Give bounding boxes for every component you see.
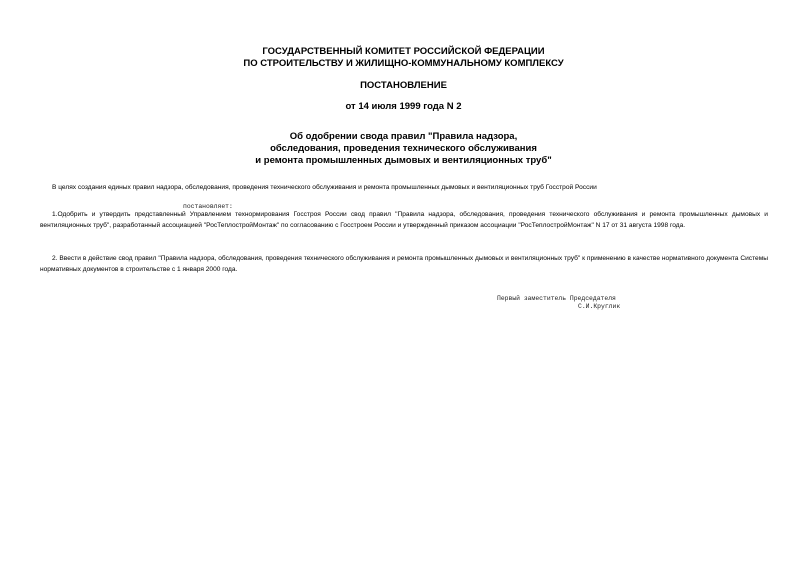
- document-title: [0, 131, 807, 167]
- document-type: ПОСТАНОВЛЕНИЕ: [360, 80, 447, 91]
- title-line-2: обследования, проведения технического обслуживания: [270, 143, 537, 154]
- resolves-label: постановляет:: [183, 203, 233, 210]
- intro-paragraph: В целях создания единых правил надзора, обследования, проведения технического обслуживания и ремонта промышленных дымовых и вентиляционных труб Госстрой России: [52, 184, 597, 191]
- resolution-item-2: 2. Ввести в действие свод правил "Правила надзора, обследования, проведения технического обслуживания и ремонта промышленных дымовых и вентиляционных труб" к применению в качестве нормативного документа Системы нормативных документов в строительстве с 1 января 2000 года.: [40, 255, 768, 273]
- signatory-position: Первый заместитель Председателя: [497, 295, 616, 302]
- issuing-organization: [0, 46, 807, 70]
- signatory-name: С.И.Круглик: [578, 303, 621, 310]
- title-line-1: Об одобрении свода правил "Правила надзора,: [289, 131, 518, 142]
- title-line-3: и ремонта промышленных дымовых и вентиляционных труб": [255, 155, 552, 166]
- organization-line-2: ПО СТРОИТЕЛЬСТВУ И ЖИЛИЩНО-КОММУНАЛЬНОМУ КОМПЛЕКСУ: [243, 58, 564, 69]
- resolution-item-1: 1.Одобрить и утвердить представленный Управлением технормирования Госстроя России свод правил "Правила надзора, обследования, проведения технического обслуживания и ремонта промышленных дымовых и вентиляционных труб", разработанный ассоциацией "РосТеплостройМонтаж" по согласованию с Госстроем России и утвержденный приказом ассоциации "РосТеплостройМонтаж" N 17 от 31 августа 1998 года.: [40, 211, 768, 229]
- document-date: от 14 июля 1999 года N 2: [345, 101, 462, 112]
- organization-line-1: ГОСУДАРСТВЕННЫЙ КОМИТЕТ РОССИЙСКОЙ ФЕДЕРАЦИИ: [262, 46, 545, 57]
